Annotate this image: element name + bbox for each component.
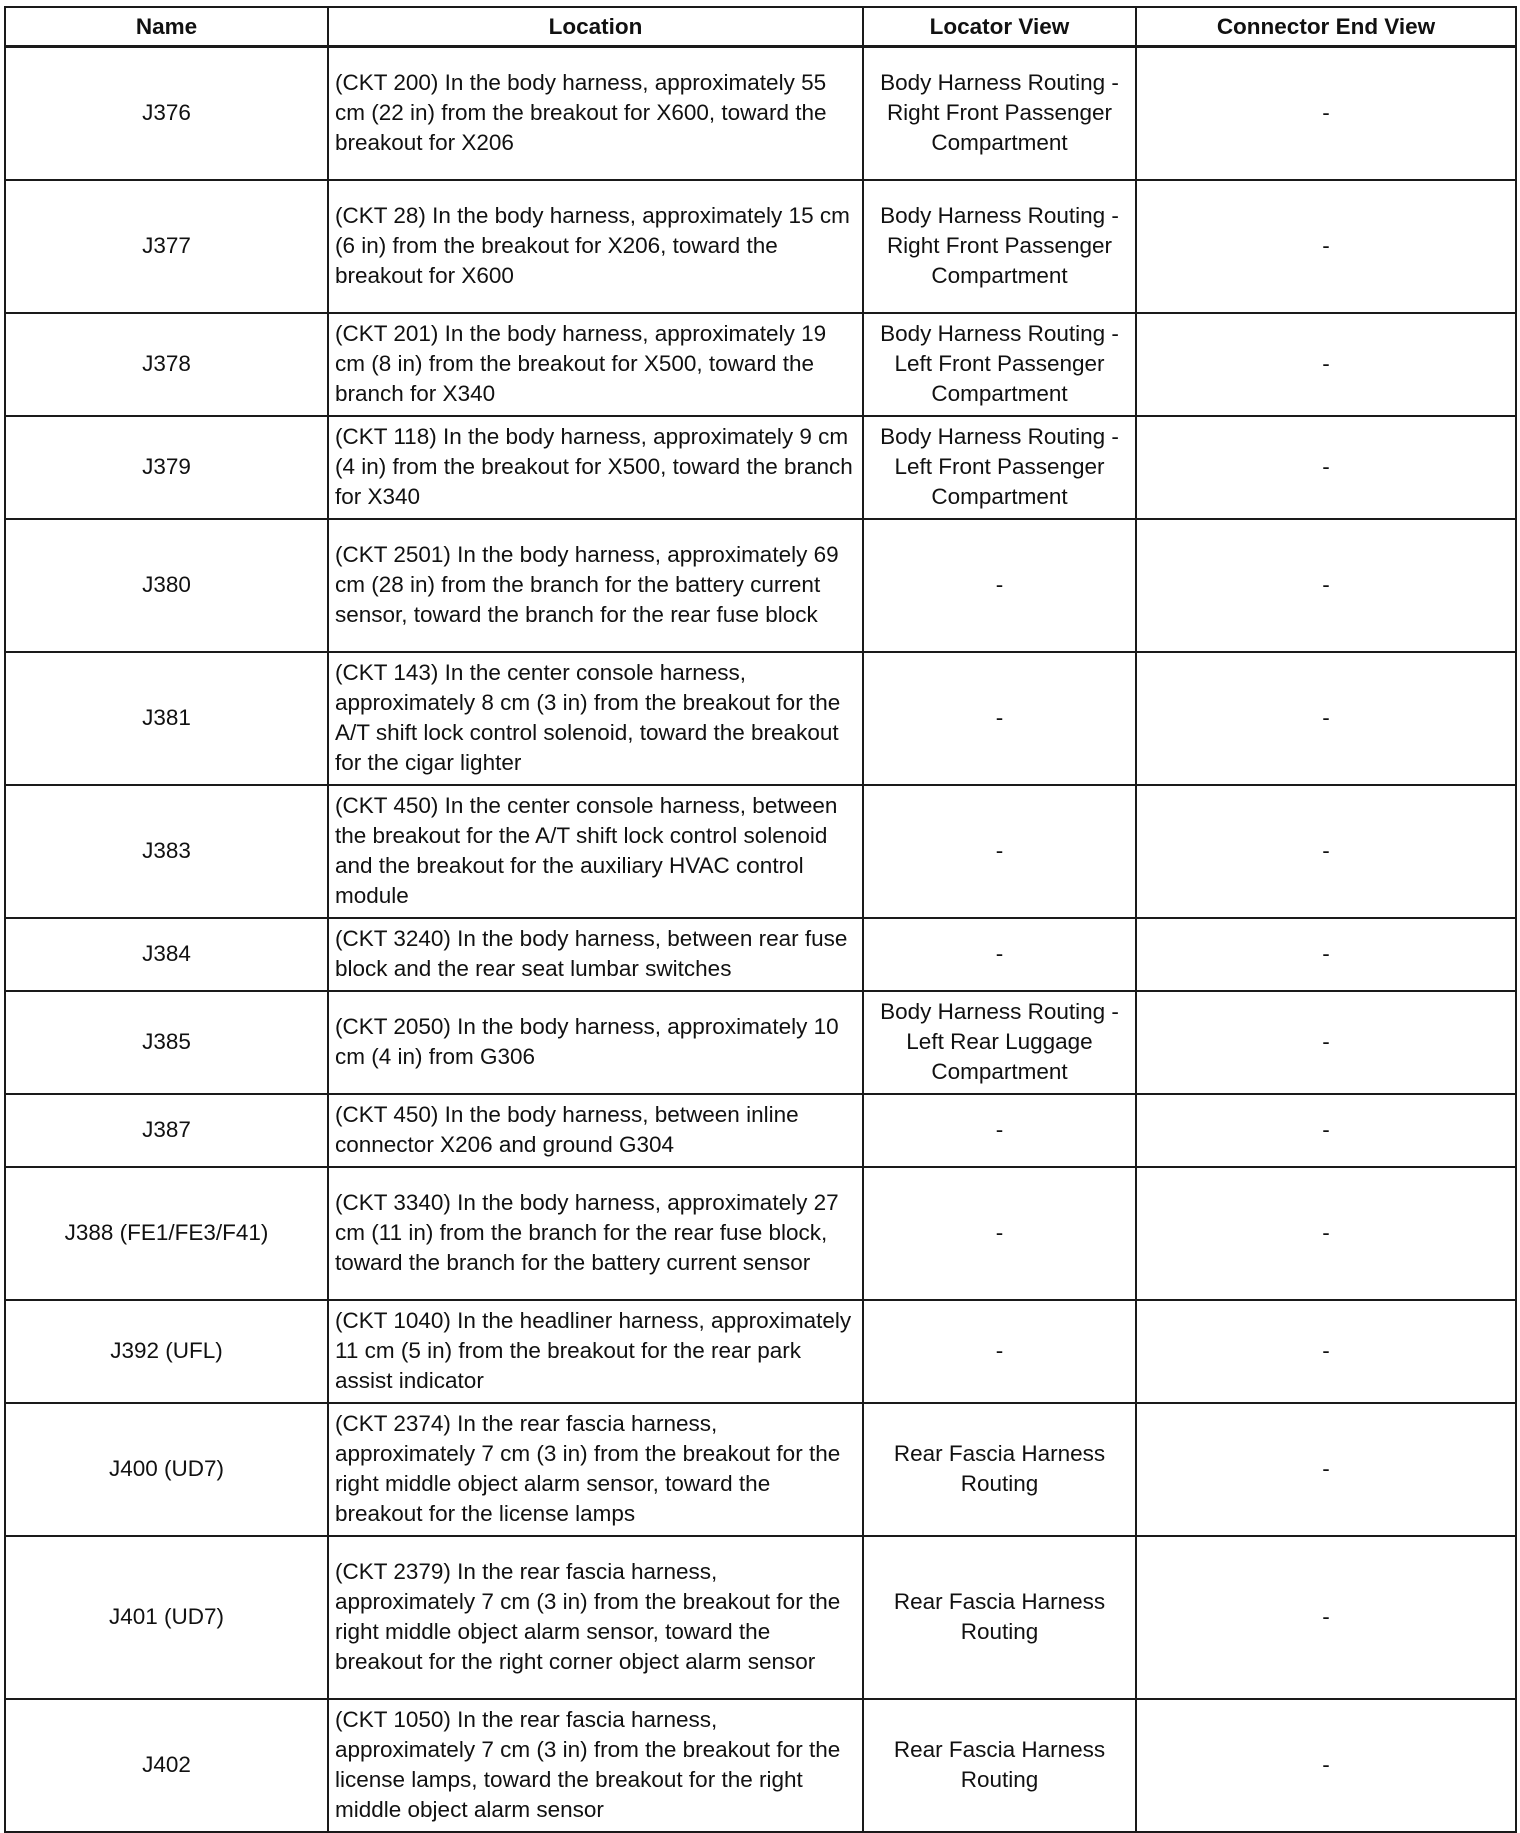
cell-name: J385 (5, 991, 328, 1094)
table-row (5, 1699, 1516, 1832)
cell-location: (CKT 2050) In the body harness, approximately 10 cm (4 in) from G306 (328, 991, 863, 1094)
cell-name: J387 (5, 1094, 328, 1167)
cell-location: (CKT 28) In the body harness, approximately 15 cm (6 in) from the breakout for X206, toward the breakout for X600 (328, 180, 863, 313)
header-name: Name (5, 7, 328, 47)
cell-locator-view: Body Harness Routing - Left Rear Luggage Compartment (863, 991, 1136, 1094)
cell-locator-view: - (863, 1094, 1136, 1167)
cell-locator-view: Body Harness Routing - Right Front Passenger Compartment (863, 180, 1136, 313)
cell-name: J378 (5, 313, 328, 416)
cell-locator-view: Rear Fascia Harness Routing (863, 1699, 1136, 1832)
cell-locator-view: - (863, 1167, 1136, 1300)
cell-location: (CKT 201) In the body harness, approximately 19 cm (8 in) from the breakout for X500, toward the branch for X340 (328, 313, 863, 416)
cell-location: (CKT 450) In the center console harness, between the breakout for the A/T shift lock control solenoid and the breakout for the auxiliary HVAC control module (328, 785, 863, 918)
cell-connector-end-view: - (1136, 918, 1516, 991)
cell-name: J376 (5, 47, 328, 180)
table-row (5, 918, 1516, 991)
cell-locator-view: - (863, 1300, 1136, 1403)
cell-location: (CKT 118) In the body harness, approximately 9 cm (4 in) from the breakout for X500, toward the branch for X340 (328, 416, 863, 519)
cell-name: J383 (5, 785, 328, 918)
cell-name: J377 (5, 180, 328, 313)
cell-locator-view: Body Harness Routing - Left Front Passenger Compartment (863, 416, 1136, 519)
table-row (5, 785, 1516, 918)
table-row (5, 47, 1516, 180)
cell-connector-end-view: - (1136, 180, 1516, 313)
cell-location: (CKT 2501) In the body harness, approximately 69 cm (28 in) from the branch for the battery current sensor, toward the branch for the rear fuse block (328, 519, 863, 652)
table-row (5, 1094, 1516, 1167)
cell-locator-view: Rear Fascia Harness Routing (863, 1403, 1136, 1536)
cell-name: J384 (5, 918, 328, 991)
table-row (5, 1403, 1516, 1536)
cell-name: J388 (FE1/FE3/F41) (5, 1167, 328, 1300)
cell-name: J400 (UD7) (5, 1403, 328, 1536)
table-row (5, 1167, 1516, 1300)
cell-locator-view: Rear Fascia Harness Routing (863, 1536, 1136, 1699)
table-row (5, 180, 1516, 313)
cell-name: J381 (5, 652, 328, 785)
splice-location-table (4, 6, 1517, 1833)
cell-name: J402 (5, 1699, 328, 1832)
cell-locator-view: - (863, 918, 1136, 991)
cell-location: (CKT 2379) In the rear fascia harness, approximately 7 cm (3 in) from the breakout for the right middle object alarm sensor, toward the breakout for the right corner object alarm sensor (328, 1536, 863, 1699)
cell-location: (CKT 1040) In the headliner harness, approximately 11 cm (5 in) from the breakout for the rear park assist indicator (328, 1300, 863, 1403)
cell-name: J392 (UFL) (5, 1300, 328, 1403)
cell-connector-end-view: - (1136, 1094, 1516, 1167)
table-row (5, 519, 1516, 652)
cell-location: (CKT 2374) In the rear fascia harness, approximately 7 cm (3 in) from the breakout for the right middle object alarm sensor, toward the breakout for the license lamps (328, 1403, 863, 1536)
cell-connector-end-view: - (1136, 47, 1516, 180)
cell-connector-end-view: - (1136, 991, 1516, 1094)
cell-name: J379 (5, 416, 328, 519)
header-connector-end-view: Connector End View (1136, 7, 1516, 47)
table-row (5, 416, 1516, 519)
cell-locator-view: Body Harness Routing - Right Front Passenger Compartment (863, 47, 1136, 180)
header-location: Location (328, 7, 863, 47)
table-row (5, 1536, 1516, 1699)
cell-location: (CKT 143) In the center console harness, approximately 8 cm (3 in) from the breakout for the A/T shift lock control solenoid, toward the breakout for the cigar lighter (328, 652, 863, 785)
cell-location: (CKT 3240) In the body harness, between rear fuse block and the rear seat lumbar switches (328, 918, 863, 991)
cell-connector-end-view: - (1136, 416, 1516, 519)
cell-connector-end-view: - (1136, 1699, 1516, 1832)
cell-connector-end-view: - (1136, 1300, 1516, 1403)
table-row (5, 652, 1516, 785)
header-locator-view: Locator View (863, 7, 1136, 47)
table-row (5, 991, 1516, 1094)
table-row (5, 313, 1516, 416)
cell-name: J380 (5, 519, 328, 652)
cell-locator-view: - (863, 652, 1136, 785)
cell-connector-end-view: - (1136, 1167, 1516, 1300)
cell-name: J401 (UD7) (5, 1536, 328, 1699)
cell-locator-view: - (863, 519, 1136, 652)
cell-connector-end-view: - (1136, 785, 1516, 918)
cell-connector-end-view: - (1136, 519, 1516, 652)
cell-connector-end-view: - (1136, 652, 1516, 785)
header-row (5, 7, 1516, 47)
cell-connector-end-view: - (1136, 313, 1516, 416)
cell-locator-view: Body Harness Routing - Left Front Passenger Compartment (863, 313, 1136, 416)
table-row (5, 1300, 1516, 1403)
cell-location: (CKT 1050) In the rear fascia harness, approximately 7 cm (3 in) from the breakout for the license lamps, toward the breakout for the right middle object alarm sensor (328, 1699, 863, 1832)
cell-location: (CKT 200) In the body harness, approximately 55 cm (22 in) from the breakout for X600, toward the breakout for X206 (328, 47, 863, 180)
cell-location: (CKT 3340) In the body harness, approximately 27 cm (11 in) from the branch for the rear fuse block, toward the branch for the battery current sensor (328, 1167, 863, 1300)
cell-connector-end-view: - (1136, 1403, 1516, 1536)
cell-connector-end-view: - (1136, 1536, 1516, 1699)
cell-locator-view: - (863, 785, 1136, 918)
cell-location: (CKT 450) In the body harness, between inline connector X206 and ground G304 (328, 1094, 863, 1167)
